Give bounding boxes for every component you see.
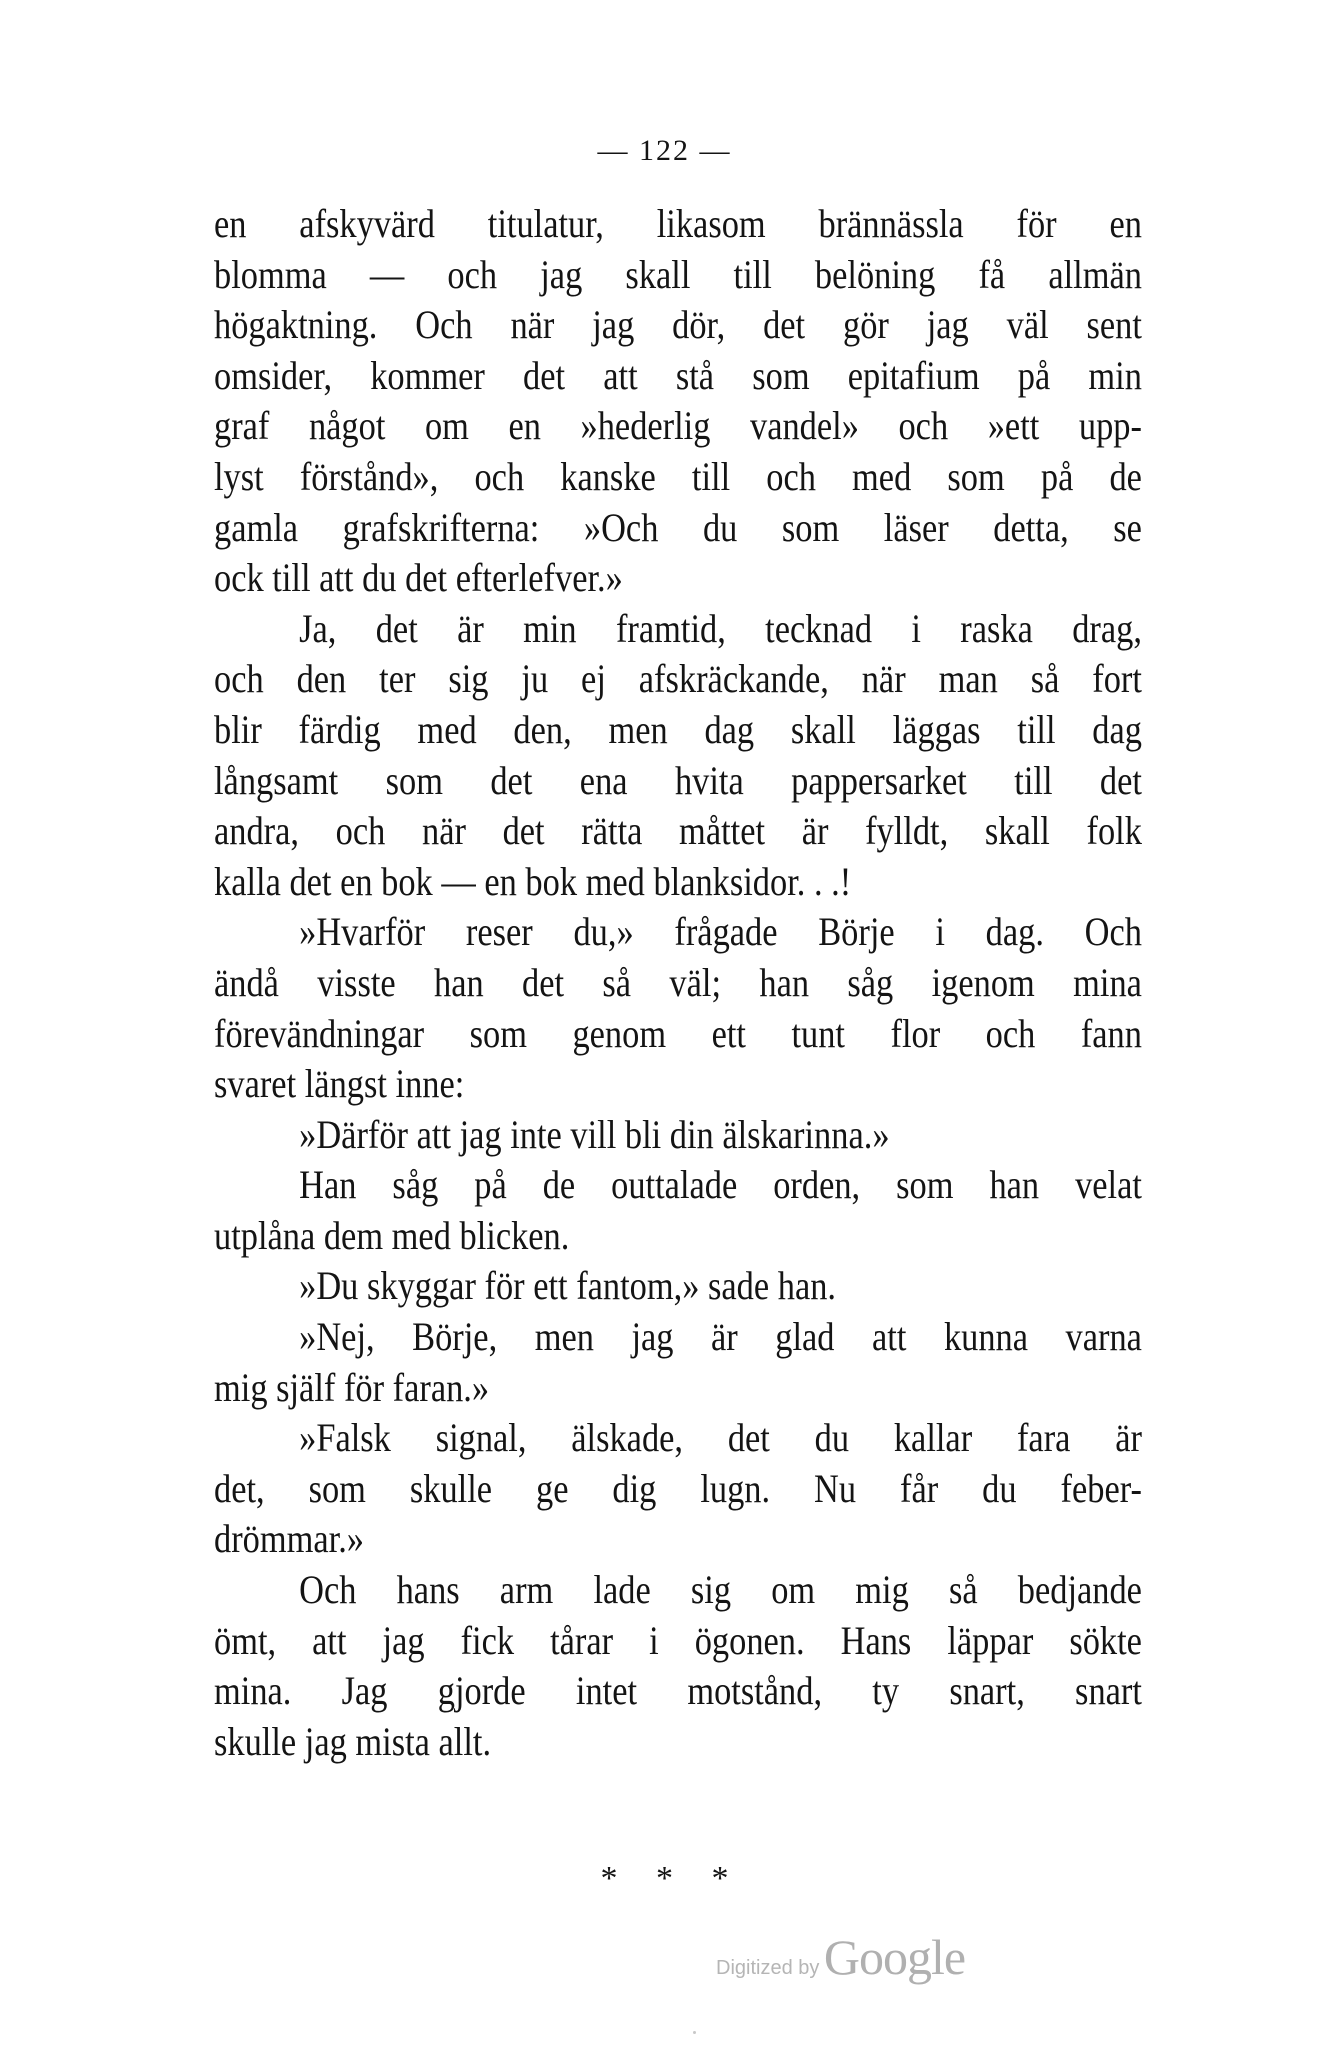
- text-line: svaret längst inne:: [214, 1061, 465, 1107]
- scan-speck: [693, 2031, 696, 2034]
- body-text: [214, 199, 1142, 1767]
- text-line: Och hans arm lade sig om mig så bedjande: [299, 1567, 1142, 1613]
- text-line: graf något om en »hederlig vandel» och »ett upp-: [214, 403, 1142, 449]
- text-line: »Du skyggar för ett fantom,» sade han.: [299, 1263, 837, 1309]
- text-line: kalla det en bok — en bok med blanksidor. . .!: [214, 858, 852, 904]
- text-line: högaktning. Och när jag dör, det gör jag väl sent: [214, 302, 1142, 348]
- text-line: blomma — och jag skall till belöning få allmän: [214, 251, 1142, 297]
- text-line: det, som skulle ge dig lugn. Nu får du feber-: [214, 1465, 1142, 1511]
- text-line: andra, och när det rätta måttet är fylldt, skall folk: [214, 808, 1142, 854]
- google-logo: Google: [823, 1929, 966, 1985]
- text-line: »Nej, Börje, men jag är glad att kunna varna: [299, 1314, 1142, 1360]
- text-line: drömmar.»: [214, 1516, 365, 1562]
- text-line: och den ter sig ju ej afskräckande, när man så fort: [214, 656, 1142, 702]
- text-line: mina. Jag gjorde intet motstånd, ty snart, snart: [214, 1668, 1142, 1714]
- text-line: »Hvarför reser du,» frågade Börje i dag. Och: [299, 909, 1142, 955]
- text-line: »Falsk signal, älskade, det du kallar fara är: [299, 1415, 1142, 1461]
- text-line: lyst förstånd», och kanske till och med som på de: [214, 453, 1142, 499]
- text-line: omsider, kommer det att stå som epitafium på min: [214, 352, 1142, 398]
- page-number: — 122 —: [597, 134, 732, 167]
- text-line: Han såg på de outtalade orden, som han velat: [299, 1162, 1142, 1208]
- text-line: långsamt som det ena hvita pappersarket till det: [214, 757, 1142, 803]
- text-line: Ja, det är min framtid, tecknad i raska drag,: [299, 605, 1142, 651]
- text-line: en afskyvärd titulatur, likasom brännässla för en: [214, 201, 1142, 246]
- text-line: förevändningar som genom ett tunt flor och fann: [214, 1010, 1142, 1056]
- digitized-label: Digitized by: [716, 1957, 820, 1979]
- section-divider: * * *: [600, 1860, 729, 1897]
- digitized-watermark: [716, 1928, 965, 1986]
- text-line: ock till att du det efterlefver.»: [214, 555, 623, 601]
- text-line: ändå visste han det så väl; han såg igenom mina: [214, 959, 1142, 1005]
- text-line: »Därför att jag inte vill bli din älskarinna.»: [299, 1111, 890, 1157]
- text-line: gamla grafskrifterna: »Och du som läser detta, se: [214, 504, 1142, 550]
- text-line: utplåna dem med blicken.: [214, 1212, 570, 1258]
- text-line: skulle jag mista allt.: [214, 1718, 492, 1764]
- text-line: blir färdig med den, men dag skall läggas till dag: [214, 706, 1142, 752]
- text-line: mig själf för faran.»: [214, 1364, 490, 1410]
- text-line: ömt, att jag fick tårar i ögonen. Hans läppar sökte: [214, 1617, 1142, 1663]
